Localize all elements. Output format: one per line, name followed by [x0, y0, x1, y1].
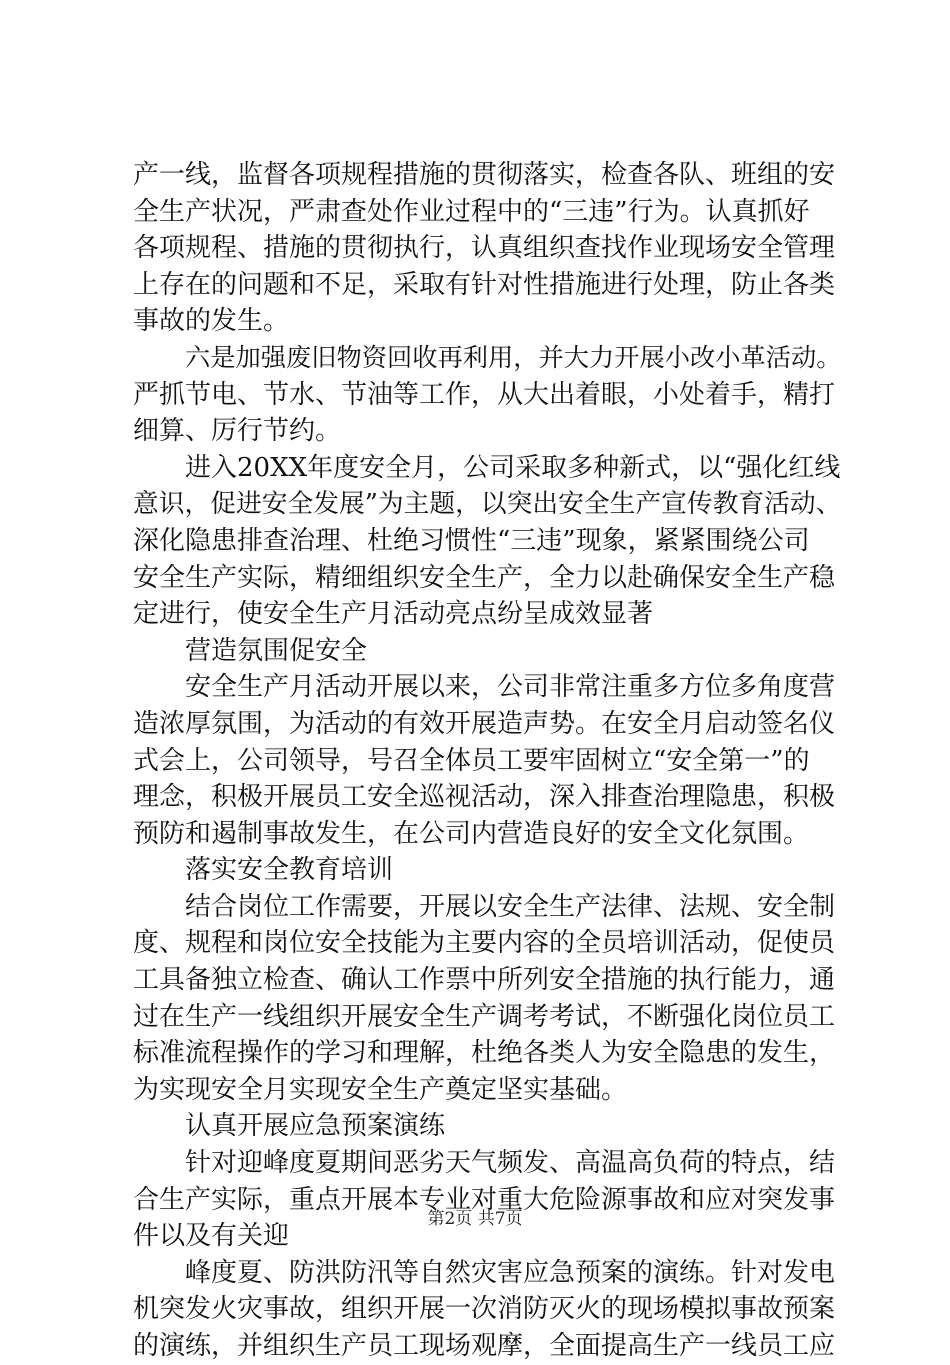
body-line: 严抓节电、节水、节油等工作，从大出着眼，小处着手，精打 — [133, 379, 836, 410]
paragraph-start-line: 针对迎峰度夏期间恶劣天气频发、高温高负荷的特点，结 — [185, 1148, 836, 1179]
body-line: 预防和遏制事故发生，在公司内营造良好的安全文化氛围。 — [133, 818, 810, 849]
paragraph-start-line: 六是加强废旧物资回收再利用，并大力开展小改小革活动。 — [185, 342, 842, 372]
body-line: 事故的发生。 — [133, 306, 290, 337]
page-footer — [0, 1204, 950, 1229]
body-line: 上存在的问题和不足，采取有针对性措施进行处理，防止各类 — [133, 269, 836, 300]
body-line: 工具备独立检查、确认工作票中所列安全措施的执行能力，通 — [133, 965, 836, 996]
paragraph-start-line: 进入20XX年度安全月，公司采取多种新式，以“强化红线 — [185, 452, 841, 483]
body-line: 造浓厚氛围，为活动的有效开展造声势。在安全月启动签名仪 — [133, 708, 836, 739]
body-line: 全生产状况，严肃查处作业过程中的“三违”行为。认真抓好 — [133, 196, 810, 227]
body-line: 定进行，使安全生产月活动亮点纷呈成效显著 — [133, 599, 654, 630]
section-heading: 落实安全教育培训 — [185, 855, 394, 886]
body-line: 合生产实际，重点开展本专业对重大危险源事故和应对突发事 — [133, 1184, 836, 1215]
body-line: 各项规程、措施的贯彻执行，认真组织查找作业现场安全管理 — [133, 233, 836, 264]
body-line: 安全生产实际，精细组织安全生产，全力以赴确保安全生产稳 — [133, 562, 836, 593]
body-line: 式会上，公司领导，号召全体员工要牢固树立“安全第一”的 — [133, 745, 810, 776]
section-heading: 认真开展应急预案演练 — [185, 1111, 446, 1142]
body-line: 件以及有关迎 — [133, 1221, 290, 1252]
body-line: 度、规程和岗位安全技能为主要内容的全员培训活动，促使员 — [133, 928, 836, 959]
body-line: 标准流程操作的学习和理解，杜绝各类人为安全隐患的发生， — [133, 1038, 836, 1069]
body-line: 产一线，监督各项规程措施的贯彻落实，检查各队、班组的安 — [133, 160, 836, 190]
paragraph-start-line: 安全生产月活动开展以来，公司非常注重多方位多角度营 — [185, 672, 836, 703]
body-line: 理念，积极开展员工安全巡视活动，深入排查治理隐患，积极 — [133, 782, 836, 813]
document-body — [133, 157, 842, 1365]
paragraph-start-line: 峰度夏、防洪防汛等自然灾害应急预案的演练。针对发电 — [185, 1257, 836, 1288]
section-heading: 营造氛围促安全 — [185, 635, 368, 666]
body-line: 细算、厉行节约。 — [133, 416, 342, 447]
body-line: 为实现安全月实现安全生产奠定坚实基础。 — [133, 1074, 628, 1105]
paragraph-start-line: 结合岗位工作需要，开展以安全生产法律、法规、安全制 — [185, 891, 836, 922]
page-indicator: 第2页 共7页 — [427, 1209, 523, 1229]
body-line: 的演练，并组织生产员工现场观摩，全面提高生产一线员工应 — [133, 1331, 836, 1361]
body-line: 机突发火灾事故，组织开展一次消防灭火的现场模拟事故预案 — [133, 1294, 836, 1325]
body-line: 深化隐患排查治理、杜绝习惯性“三违”现象，紧紧围绕公司 — [133, 525, 810, 556]
body-line: 过在生产一线组织开展安全生产调考考试，不断强化岗位员工 — [133, 1001, 836, 1032]
body-line: 意识，促进安全发展”为主题，以突出安全生产宣传教育活动、 — [133, 489, 842, 520]
